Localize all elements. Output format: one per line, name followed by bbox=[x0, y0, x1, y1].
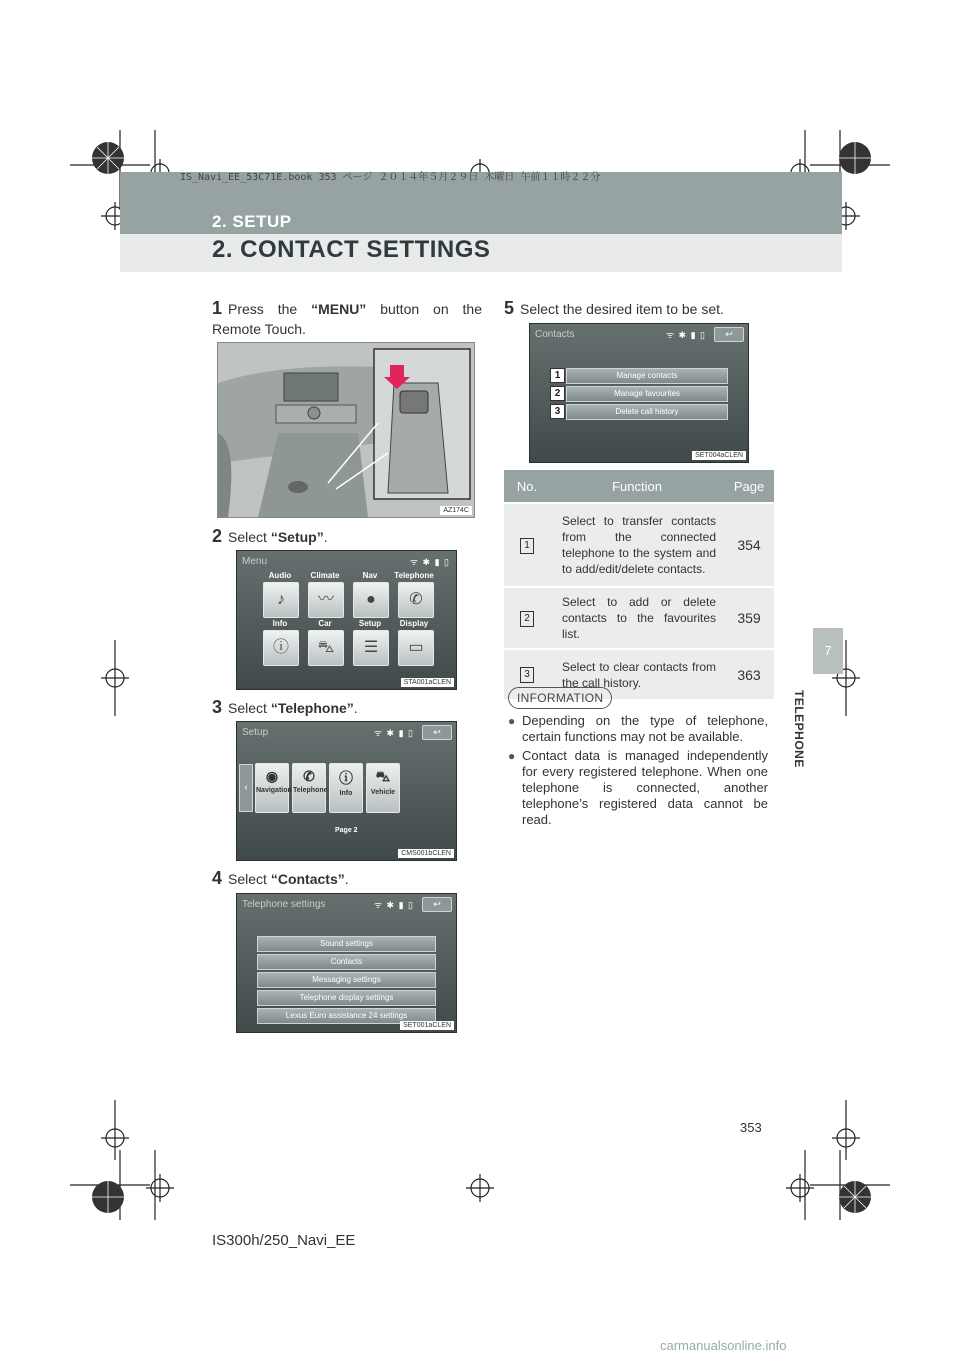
table-header-row bbox=[504, 470, 774, 503]
step-4: 4 Select “Contacts”. bbox=[212, 868, 349, 888]
page-title: 2. CONTACT SETTINGS bbox=[212, 236, 491, 263]
list-item: ● Depending on the type of telephone, certain functions may not be available. bbox=[508, 713, 768, 745]
setup-vehicle-button[interactable]: ⛍ Vehicle bbox=[366, 763, 400, 813]
screen-title: Contacts bbox=[535, 329, 575, 340]
car-icon[interactable]: ⛍ bbox=[308, 630, 344, 666]
sound-settings-button[interactable]: Sound settings bbox=[257, 936, 436, 952]
manual-footer: IS300h/250_Navi_EE bbox=[212, 1232, 356, 1249]
page-indicator: Page 2 bbox=[335, 827, 358, 834]
menu-label-telephone: Telephone bbox=[394, 571, 434, 580]
step-number: 1 bbox=[212, 298, 223, 318]
back-arrow-icon: ↩ bbox=[725, 329, 733, 339]
manage-contacts-button[interactable]: Manage contacts bbox=[566, 368, 728, 384]
telephone-handset-icon[interactable]: ✆ bbox=[398, 582, 434, 618]
back-arrow-icon: ↩ bbox=[433, 899, 441, 909]
car-dashboard-drawing bbox=[218, 343, 474, 517]
menu-label-climate: Climate bbox=[310, 571, 340, 580]
callout-2: 2 bbox=[550, 386, 565, 401]
menu-label-nav: Nav bbox=[362, 571, 378, 580]
chevron-left-icon: ‹ bbox=[244, 782, 248, 793]
telephone-handset-icon: ✆ bbox=[303, 768, 315, 784]
remote-touch-illustration bbox=[217, 342, 475, 518]
step-5: 5 Select the desired item to be set. bbox=[504, 298, 724, 318]
table-row bbox=[504, 587, 774, 649]
column-header-no: No. bbox=[504, 470, 550, 503]
print-info-line: IS_Navi_EE_53C71E.book 353 ページ ２０１４年５月２９日 木曜日 午前１１時２２分 bbox=[180, 172, 601, 183]
setup-navigation-button[interactable]: ◉ Navigation bbox=[255, 763, 289, 813]
page-title-band bbox=[120, 234, 842, 272]
status-icons: ᯤ ✱ ▮ ▯ bbox=[409, 557, 450, 567]
image-code: CMS001bCLEN bbox=[398, 849, 454, 858]
image-code: AZ174C bbox=[440, 506, 472, 515]
chapter-number: 7 bbox=[824, 643, 832, 658]
previous-page-button[interactable] bbox=[239, 764, 253, 812]
information-list bbox=[508, 713, 768, 831]
row-function: Select to clear contacts from the call history. bbox=[550, 649, 724, 699]
image-code: SET004aCLEN bbox=[692, 451, 746, 460]
row-function: Select to transfer contacts from the connected telephone to the system and to add/edit/delete contacts. bbox=[550, 503, 724, 587]
row-function: Select to add or delete contacts to the favourites list. bbox=[550, 587, 724, 649]
row-number: 1 bbox=[520, 538, 534, 554]
status-icons: ᯤ ✱ ▮ ▯ bbox=[373, 900, 414, 910]
display-monitor-icon[interactable]: ▭ bbox=[398, 630, 434, 666]
step-2: 2 Select “Setup”. bbox=[212, 526, 328, 546]
menu-screen bbox=[236, 550, 457, 690]
contacts-screen bbox=[529, 323, 749, 463]
step-1: 1 Press the “MENU” button on the Remote Touch. bbox=[212, 298, 482, 337]
menu-label-setup: Setup bbox=[358, 619, 382, 628]
status-icons: ᯤ ✱ ▮ ▯ bbox=[665, 330, 706, 340]
row-number: 2 bbox=[520, 611, 534, 627]
chapter-tab[interactable] bbox=[813, 628, 843, 674]
chapter-label-wrapper bbox=[784, 690, 814, 770]
image-code: STA001aCLEN bbox=[401, 678, 454, 687]
compass-icon: ◉ bbox=[265, 768, 279, 784]
column-header-page: Page bbox=[724, 470, 774, 503]
back-button[interactable] bbox=[714, 327, 744, 342]
manage-favourites-button[interactable]: Manage favourites bbox=[566, 386, 728, 402]
section-label: 2. SETUP bbox=[212, 212, 292, 231]
row-number: 3 bbox=[520, 667, 534, 683]
step-key: “Setup” bbox=[270, 529, 324, 545]
screen-title: Menu bbox=[242, 556, 268, 567]
climate-fan-icon[interactable]: 〰 bbox=[308, 582, 344, 618]
row-page[interactable]: 354 bbox=[724, 503, 774, 587]
vehicle-icon: ⛍ bbox=[375, 768, 391, 784]
table-row bbox=[504, 503, 774, 587]
back-button[interactable] bbox=[422, 725, 452, 740]
menu-label-audio: Audio bbox=[268, 571, 292, 580]
audio-note-icon[interactable]: ♪ bbox=[263, 582, 299, 618]
delete-call-history-button[interactable]: Delete call history bbox=[566, 404, 728, 420]
contacts-button[interactable]: Contacts bbox=[257, 954, 436, 970]
setup-info-button[interactable]: ⓘ Info bbox=[329, 763, 363, 813]
function-table bbox=[504, 470, 774, 699]
info-icon: ⓘ bbox=[339, 770, 353, 786]
screen-title: Telephone settings bbox=[242, 899, 326, 910]
step-key: “Telephone” bbox=[270, 700, 354, 716]
row-page[interactable]: 363 bbox=[724, 649, 774, 699]
menu-label-display: Display bbox=[399, 619, 429, 628]
setup-screen bbox=[236, 721, 457, 861]
callout-1: 1 bbox=[550, 368, 565, 383]
nav-compass-icon[interactable]: ● bbox=[353, 582, 389, 618]
step-key: “Contacts” bbox=[270, 871, 345, 887]
menu-label-info: Info bbox=[272, 619, 288, 628]
setup-icon[interactable]: ☰ bbox=[353, 630, 389, 666]
telephone-display-settings-button[interactable]: Telephone display settings bbox=[257, 990, 436, 1006]
row-page[interactable]: 359 bbox=[724, 587, 774, 649]
image-code: SET001aCLEN bbox=[400, 1021, 454, 1030]
menu-label-car: Car bbox=[318, 619, 332, 628]
back-arrow-icon: ↩ bbox=[433, 727, 441, 737]
setup-telephone-button[interactable]: ✆ Telephone bbox=[292, 763, 326, 813]
column-header-function: Function bbox=[550, 470, 724, 503]
information-label: INFORMATION bbox=[508, 687, 612, 709]
step-key: “MENU” bbox=[311, 301, 367, 317]
status-icons: ᯤ ✱ ▮ ▯ bbox=[373, 728, 414, 738]
list-item: ● Contact data is managed independently for every registered telephone. When one telephone is connected, another telephone’s registered data cannot be read. bbox=[508, 748, 768, 828]
page-number: 353 bbox=[740, 1120, 762, 1135]
back-button[interactable] bbox=[422, 897, 452, 912]
lexus-euro-assistance-button[interactable]: Lexus Euro assistance 24 settings bbox=[257, 1008, 436, 1024]
info-icon[interactable]: ⓘ bbox=[263, 630, 299, 666]
callout-3: 3 bbox=[550, 404, 565, 419]
screen-title: Setup bbox=[242, 727, 269, 738]
telephone-settings-screen bbox=[236, 893, 457, 1033]
chapter-label: TELEPHONE bbox=[792, 690, 806, 768]
messaging-settings-button[interactable]: Messaging settings bbox=[257, 972, 436, 988]
watermark: carmanualsonline.info bbox=[660, 1338, 787, 1353]
step-3: 3 Select “Telephone”. bbox=[212, 697, 358, 717]
